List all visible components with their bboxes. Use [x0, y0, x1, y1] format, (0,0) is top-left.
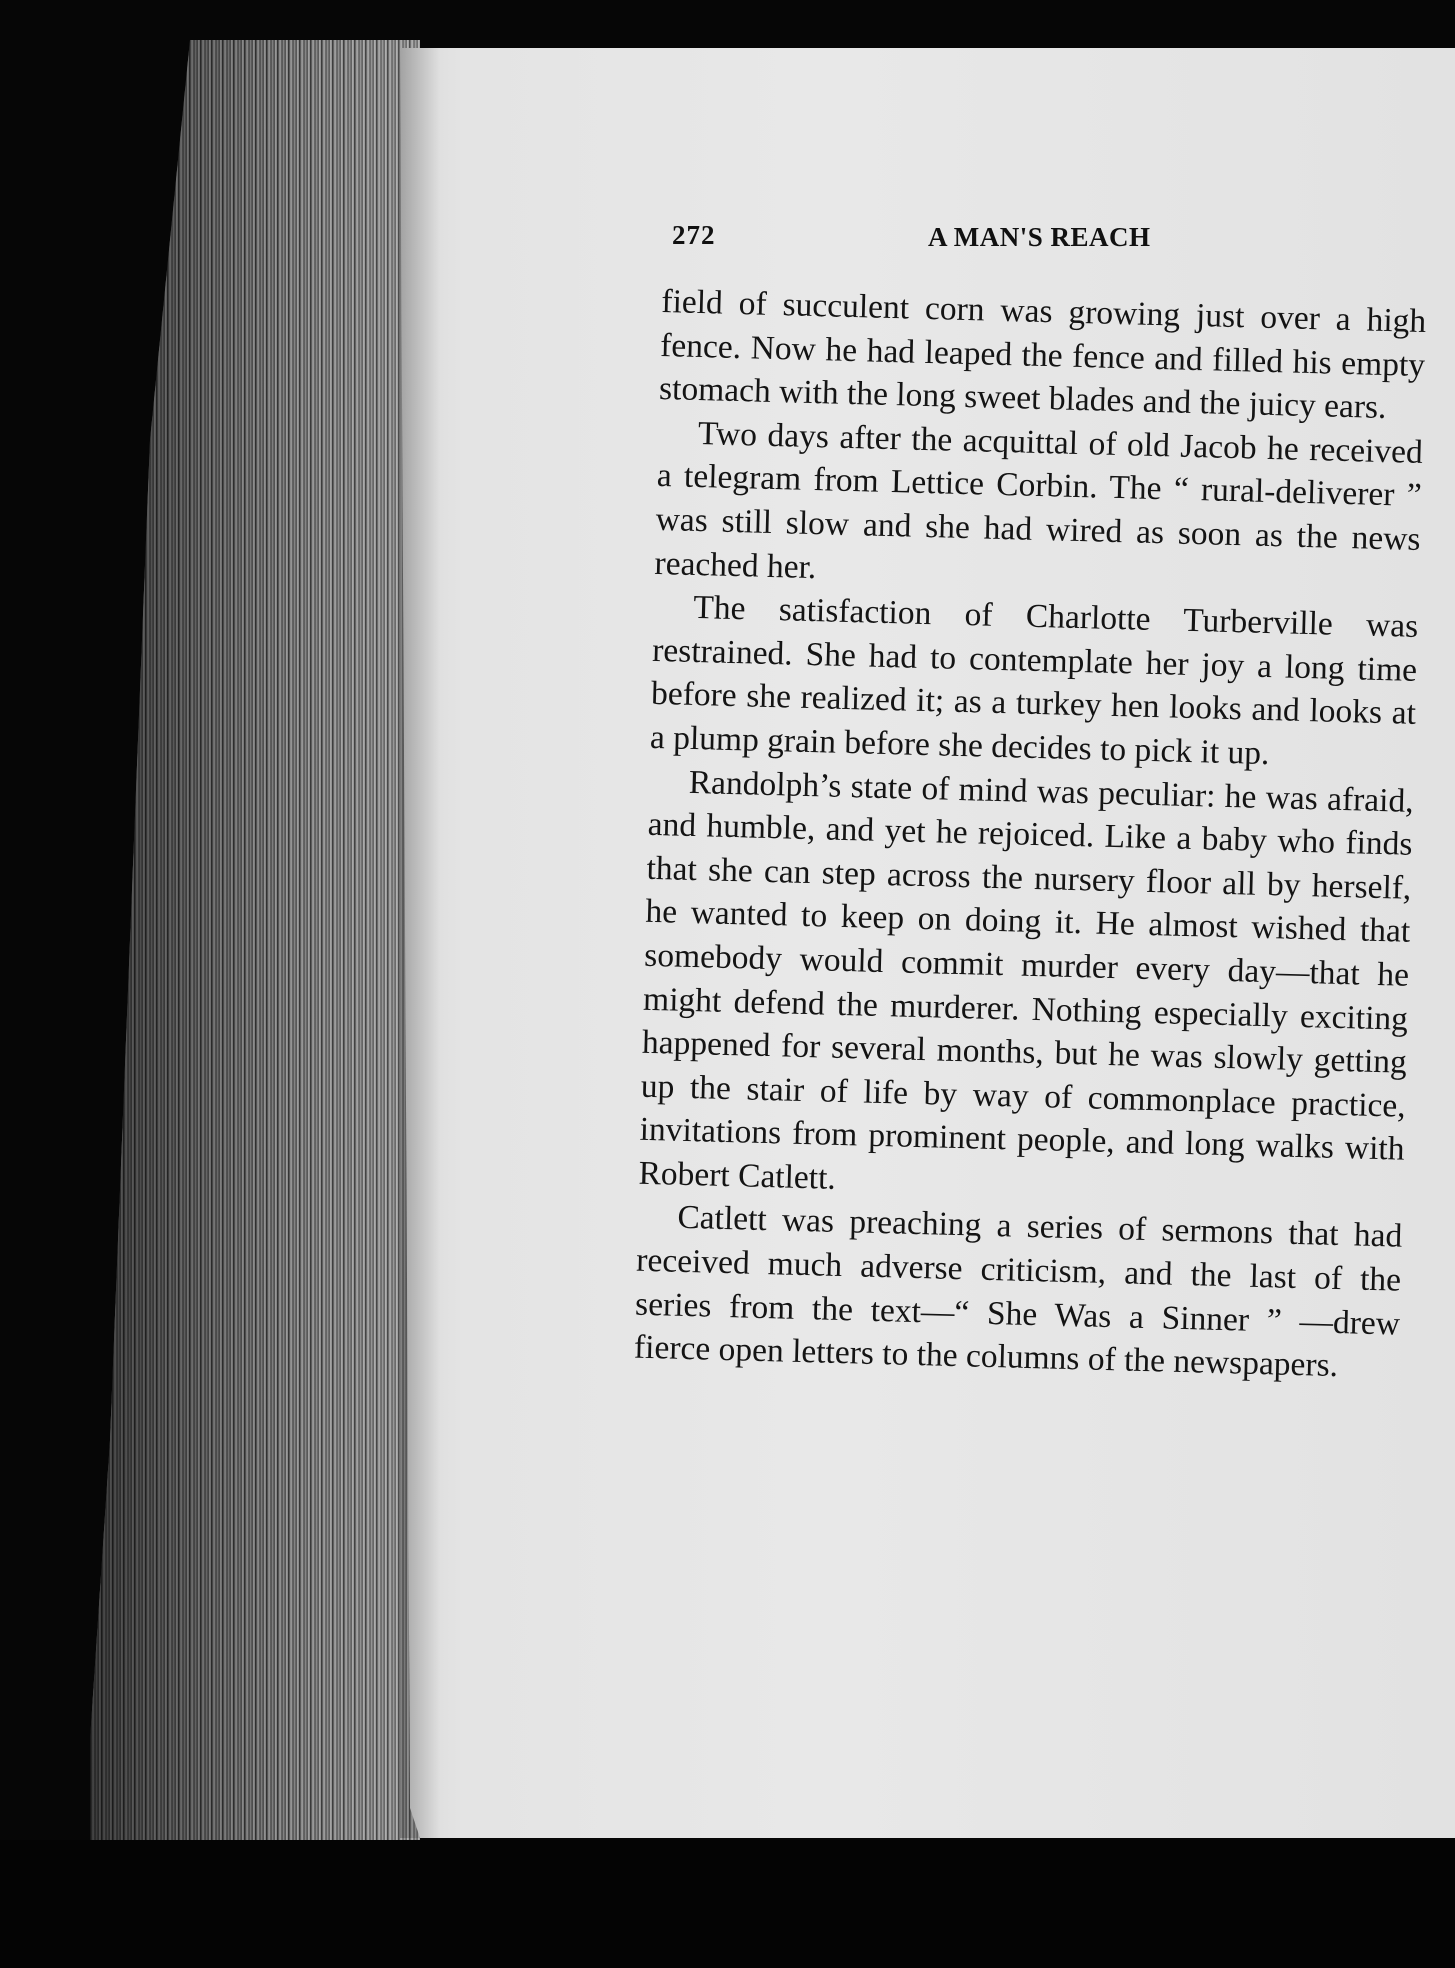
paragraph: Catlett was preaching a series of sermons that had received much adverse criticism, and the last of the series from the text—“ She Was a Sinner ” —drew fierce open letters to the columns of the newspapers. [633, 1199, 1403, 1385]
gutter-shadow [400, 48, 440, 1838]
paragraph: Randolph’s state of mind was peculiar: he was afraid, and humble, and yet he rejoiced. Like a baby who finds that she can step across the nursery floor all by herself, he wanted to keep on doing it. He almost wished that somebody would commit murder every day—that he might defend the murderer. Nothing especially exciting happened for several months, but he was slowly getting up the stair of life by way of commonplace practice, invitations from prominent people, and long walks with Robert Catlett. [638, 763, 1415, 1197]
page-number: 272 [672, 220, 716, 250]
running-head: A MAN'S REACH [928, 222, 1151, 252]
paragraph: Two days after the acquittal of old Jacob he received a telegram from Lettice Corbin. The “ rural-deliverer ” was still slow and she had wired as soon as the news reached her. [654, 414, 1424, 586]
paragraph: The satisfaction of Charlotte Turberville was restrained. She had to contemplate her joy a long time before she realized it; as a turkey hen looks and looks at a plump grain before she decides to pick it up. [649, 589, 1419, 772]
page-header [672, 220, 1432, 260]
paragraph: field of succulent corn was growing just over a high fence. Now he had leaped the fence and filled his empty stomach with the long sweet blades and the juicy ears. [658, 282, 1427, 427]
scan-bottom-border [0, 1840, 1455, 1968]
body-text [633, 280, 1426, 1389]
